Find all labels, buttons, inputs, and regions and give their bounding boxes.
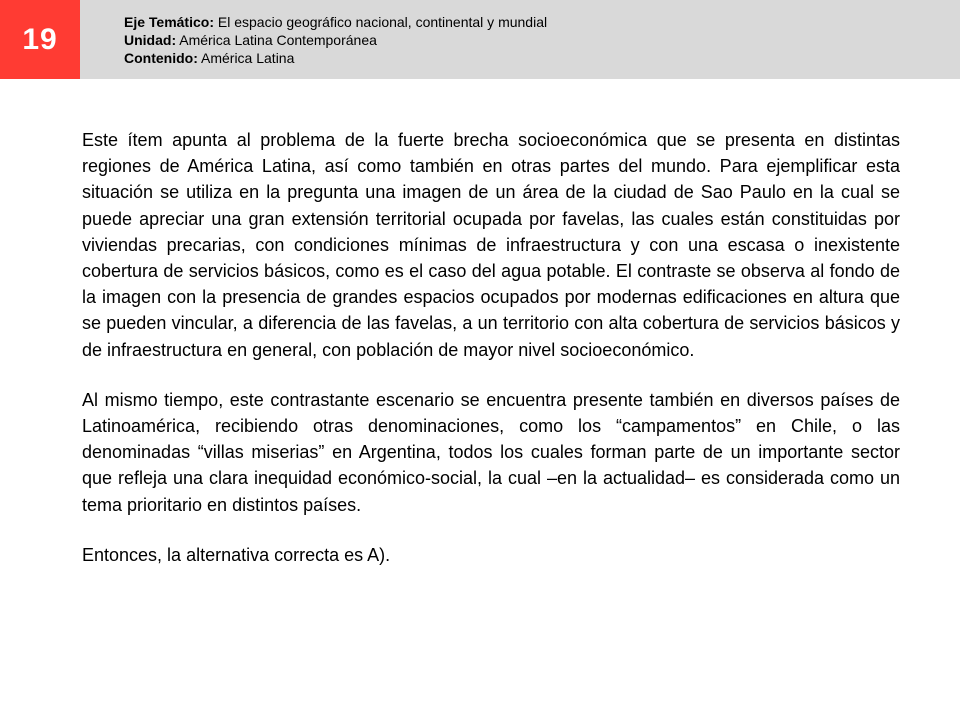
unidad-value: América Latina Contemporánea <box>179 32 377 48</box>
slide-number-box <box>0 0 80 79</box>
unidad-label: Unidad: <box>124 32 177 48</box>
eje-tematico-label: Eje Temático: <box>124 14 214 30</box>
paragraph-favelas: Este ítem apunta al problema de la fuerte brecha socioeconómica que se presenta en distintas regiones de América Latina, así como también en otras partes del mundo. Para ejemplificar esta situación se utiliza en la pregunta una imagen de un área de la ciudad de Sao Paulo en la cual se puede apreciar una gran extensión territorial ocupada por favelas, las cuales están constituidas por viviendas precarias, con condiciones mínimas de infraestructura y con una escasa o inexistente cobertura de servicios básicos, como es el caso del agua potable. El contraste se observa al fondo de la imagen con la presencia de grandes espacios ocupados por modernas edificaciones en altura que se pueden vincular, a diferencia de las favelas, a un territorio con alta cobertura de servicios básicos y de infraestructura en general, con población de mayor nivel socioeconómico. <box>82 130 900 360</box>
main-content <box>82 127 900 568</box>
contenido-value: América Latina <box>201 50 295 66</box>
unidad-line <box>124 31 547 49</box>
eje-tematico-value: El espacio geográfico nacional, continental y mundial <box>217 14 548 30</box>
paragraph-latinoamerica: Al mismo tiempo, este contrastante escenario se encuentra presente también en diversos países de Latinoamérica, recibiendo otras denominaciones, como los “campamentos” en Chile, o las denominadas “villas miserias” en Argentina, todos los cuales forman parte de un importante sector que refleja una clara inequidad económico-social, la cual –en la actualidad– es considerada como un tema prioritario en distintos países. <box>82 389 900 515</box>
slide-number: 19 <box>22 22 58 56</box>
header-meta <box>124 13 547 67</box>
paragraph-answer: Entonces, la alternativa correcta es A). <box>82 544 391 565</box>
contenido-line <box>124 49 547 67</box>
eje-tematico-line <box>124 13 547 31</box>
contenido-label: Contenido: <box>124 50 198 66</box>
header-bar <box>0 0 960 79</box>
